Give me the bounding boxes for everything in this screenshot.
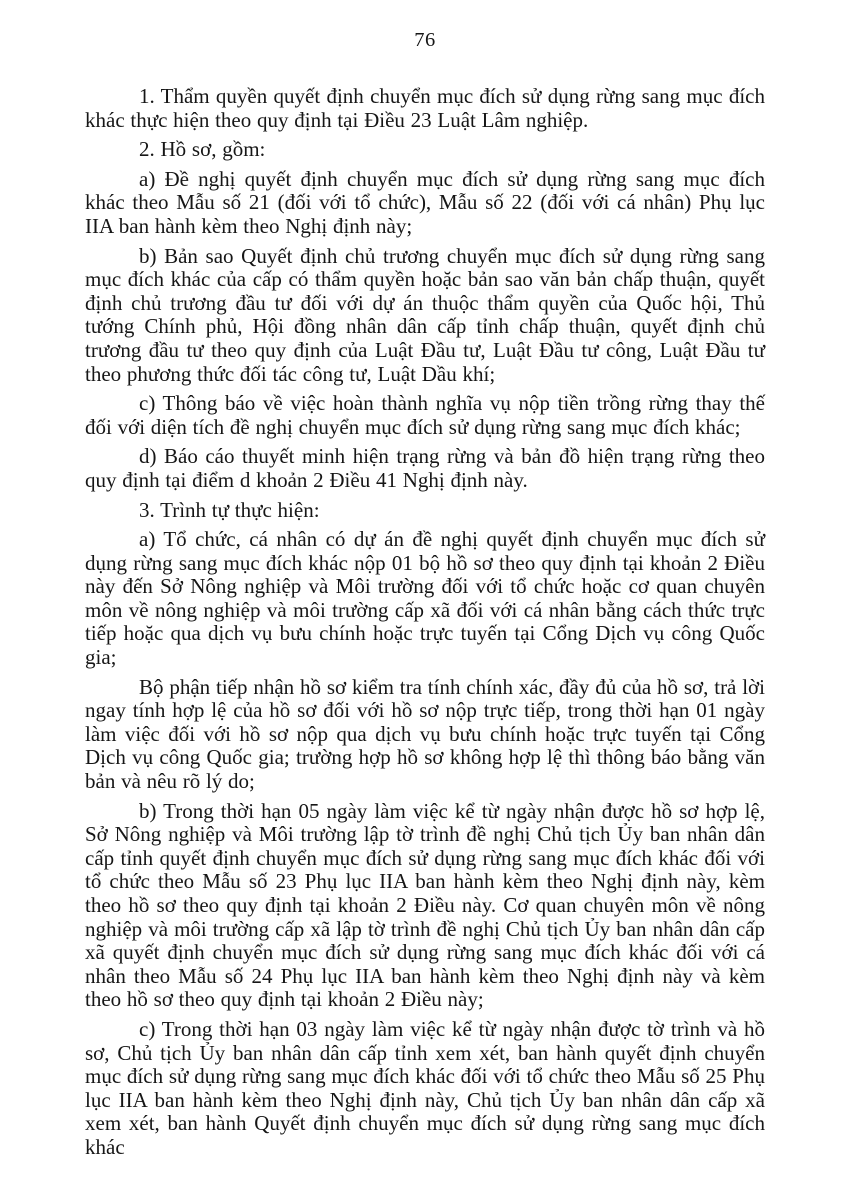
paragraph-dossier-item-c: c) Thông báo về việc hoàn thành nghĩa vụ nộp tiền trồng rừng thay thế đối với diện tích đề nghị chuyển mục đích sử dụng rừng sang mục đích khác; [85,391,765,439]
paragraph-process-heading: 3. Trình tự thực hiện: [139,497,320,522]
document-body [85,85,765,1160]
paragraph-process-receipt: Bộ phận tiếp nhận hồ sơ kiểm tra tính chính xác, đầy đủ của hồ sơ, trả lời ngay tính hợp lệ của hồ sơ đối với hồ sơ nộp trực tiếp, trong thời hạn 01 ngày làm việc đối với hồ sơ nộp qua dịch vụ bưu chính hoặc trực tuyến tại Cổng Dịch vụ công Quốc gia; trường hợp hồ sơ không hợp lệ thì thông báo bằng văn bản và nêu rõ lý do; [85,674,765,794]
paragraph-dossier-item-d: d) Báo cáo thuyết minh hiện trạng rừng và bản đồ hiện trạng rừng theo quy định tại điểm d khoản 2 Điều 41 Nghị định này. [85,444,765,492]
paragraph-dossier-item-b: b) Bản sao Quyết định chủ trương chuyển mục đích sử dụng rừng sang mục đích khác của cấp có thẩm quyền hoặc bản sao văn bản chấp thuận, quyết định chủ trương đầu tư đối với dự án thuộc thẩm quyền của Quốc hội, Thủ tướng Chính phủ, Hội đồng nhân dân cấp tỉnh chấp thuận, quyết định chủ trương đầu tư theo quy định của Luật Đầu tư, Luật Đầu tư công, Luật Đầu tư theo phương thức đối tác công tư, Luật Dầu khí; [85,243,765,386]
paragraph-authority: 1. Thẩm quyền quyết định chuyển mục đích sử dụng rừng sang mục đích khác thực hiện theo quy định tại Điều 23 Luật Lâm nghiệp. [85,84,765,132]
page-number: 76 [414,29,436,51]
paragraph-process-item-b: b) Trong thời hạn 05 ngày làm việc kể từ ngày nhận được hồ sơ hợp lệ, Sở Nông nghiệp và Môi trường lập tờ trình đề nghị Chủ tịch Ủy ban nhân dân cấp tỉnh quyết định chuyển mục đích sử dụng rừng sang mục đích khác đối với tổ chức theo Mẫu số 23 Phụ lục IIA ban hành kèm theo Nghị định này, kèm theo hồ sơ theo quy định tại khoản 2 Điều này. Cơ quan chuyên môn về nông nghiệp và môi trường cấp xã lập tờ trình đề nghị Chủ tịch Ủy ban nhân dân cấp xã quyết định chuyển mục đích sử dụng rừng sang mục đích khác đối với cá nhân theo Mẫu số 24 Phụ lục IIA ban hành kèm theo Nghị định này và kèm theo hồ sơ theo quy định tại khoản 2 Điều này; [85,798,765,1012]
paragraph-dossier-heading: 2. Hồ sơ, gồm: [139,137,266,162]
paragraph-process-item-c: c) Trong thời hạn 03 ngày làm việc kể từ ngày nhận được tờ trình và hồ sơ, Chủ tịch Ủy ban nhân dân cấp tỉnh xem xét, ban hành quyết định chuyển mục đích sử dụng rừng sang mục đích khác đối với tổ chức theo Mẫu số 25 Phụ lục IIA ban hành kèm theo Nghị định này, Chủ tịch Ủy ban nhân dân cấp xã xem xét, ban hành Quyết định chuyển mục đích sử dụng rừng sang mục đích khác [85,1016,765,1159]
paragraph-dossier-item-a: a) Đề nghị quyết định chuyển mục đích sử dụng rừng sang mục đích khác theo Mẫu số 21 (đối với tổ chức), Mẫu số 22 (đối với cá nhân) Phụ lục IIA ban hành kèm theo Nghị định này; [85,166,765,238]
paragraph-process-item-a: a) Tổ chức, cá nhân có dự án đề nghị quyết định chuyển mục đích sử dụng rừng sang mục đích khác nộp 01 bộ hồ sơ theo quy định tại khoản 2 Điều này đến Sở Nông nghiệp và Môi trường đối với tổ chức hoặc cơ quan chuyên môn về nông nghiệp và môi trường cấp xã đối với cá nhân bằng cách thức trực tiếp hoặc qua dịch vụ bưu chính hoặc trực tuyến tại Cổng Dịch vụ công Quốc gia; [85,527,765,670]
